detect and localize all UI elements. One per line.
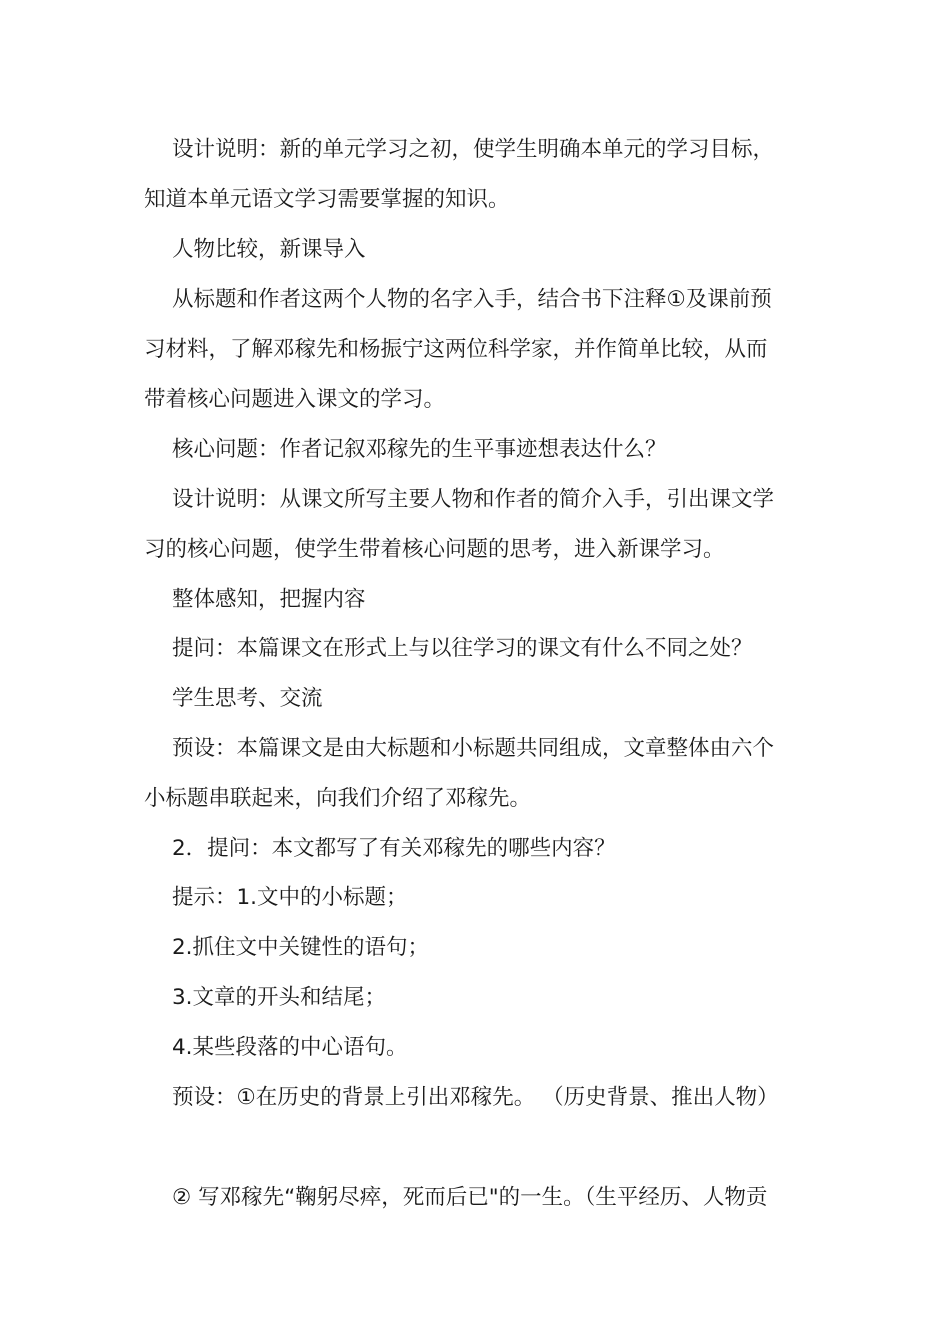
paragraph-line: 2．提问：本文都写了有关邓稼先的哪些内容？ <box>172 836 616 861</box>
paragraph-line: 设计说明：从课文所写主要人物和作者的简介入手，引出课文学 <box>172 487 775 512</box>
paragraph-line: 知道本单元语文学习需要掌握的知识。 <box>144 187 510 212</box>
paragraph-line: 4.某些段落的中心语句。 <box>172 1035 408 1060</box>
paragraph-line: 预设：①在历史的背景上引出邓稼先。 （历史背景、推出人物） <box>172 1085 779 1110</box>
paragraph-line: 提示：1.文中的小标题； <box>172 885 408 910</box>
section-heading: 整体感知，把握内容 <box>172 587 366 612</box>
paragraph-line: 从标题和作者这两个人物的名字入手，结合书下注释①及课前预 <box>172 287 772 312</box>
paragraph-line: 预设：本篇课文是由大标题和小标题共同组成，文章整体由六个 <box>172 736 775 761</box>
paragraph-line: 提问：本篇课文在形式上与以往学习的课文有什么不同之处？ <box>172 636 753 661</box>
paragraph-line: 学生思考、交流 <box>172 686 323 711</box>
paragraph-line: ② 写邓稼先“鞠躬尽瘁，死而后已"的一生。（生平经历、人物贡 <box>172 1185 768 1210</box>
paragraph-line: 2.抓住文中关键性的语句； <box>172 935 430 960</box>
paragraph-line: 小标题串联起来，向我们介绍了邓稼先。 <box>144 786 532 811</box>
paragraph-line: 带着核心问题进入课文的学习。 <box>144 387 446 412</box>
paragraph-line: 习材料，了解邓稼先和杨振宁这两位科学家，并作简单比较，从而 <box>144 337 768 362</box>
section-heading: 人物比较，新课导入 <box>172 237 366 262</box>
paragraph-line: 设计说明：新的单元学习之初，使学生明确本单元的学习目标， <box>172 137 775 162</box>
paragraph-line: 3.文章的开头和结尾； <box>172 985 387 1010</box>
paragraph-line: 习的核心问题，使学生带着核心问题的思考，进入新课学习。 <box>144 537 725 562</box>
paragraph-line: 核心问题：作者记叙邓稼先的生平事迹想表达什么？ <box>172 437 667 462</box>
